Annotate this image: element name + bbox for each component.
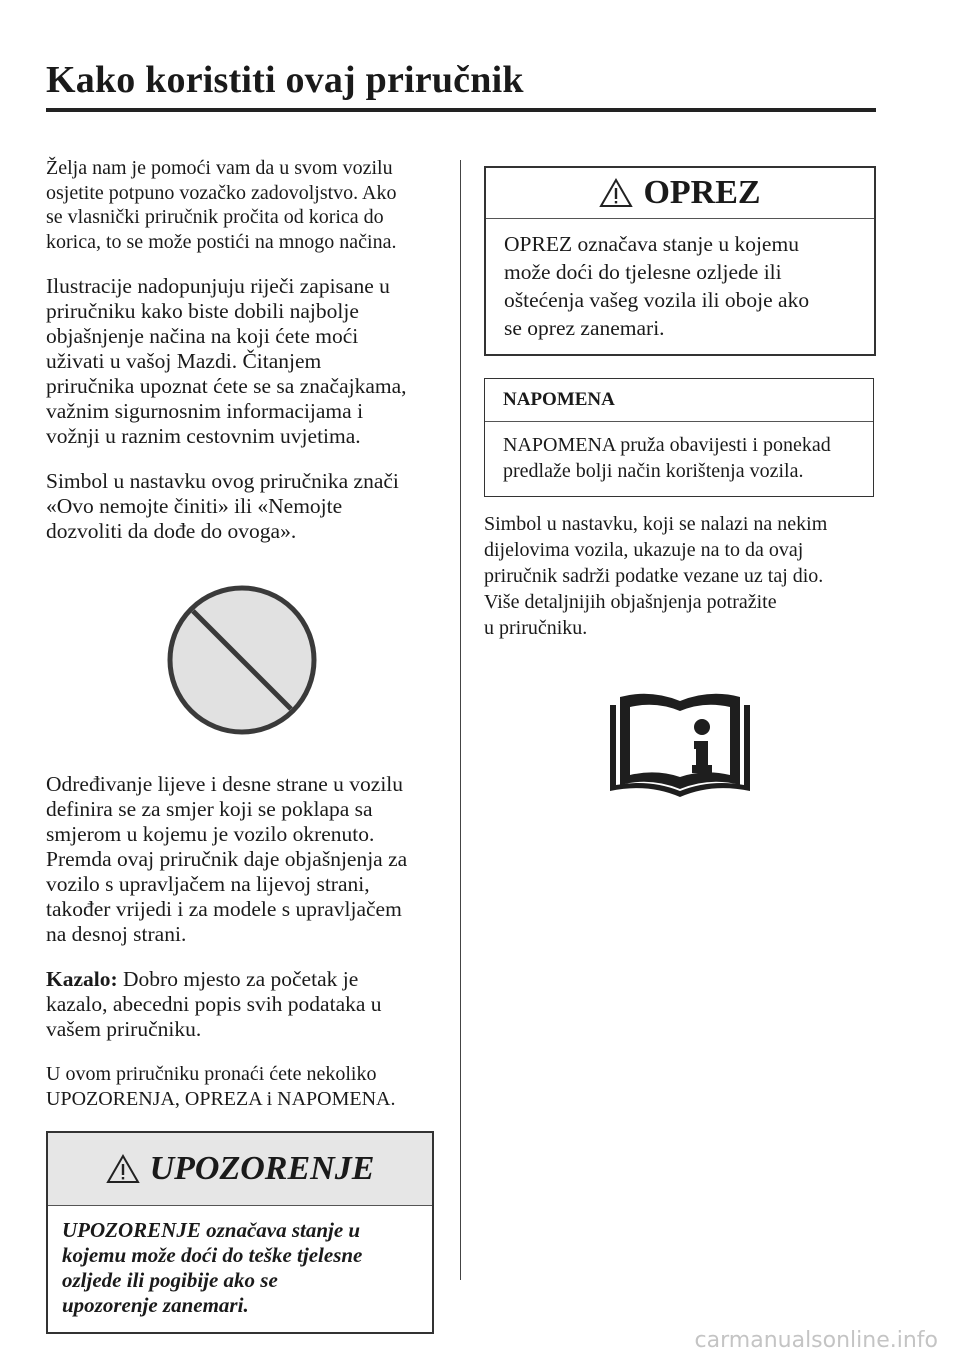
caution-box	[484, 166, 876, 356]
warning-triangle-icon	[599, 178, 633, 208]
watermark: carmanualsonline.info	[694, 1328, 938, 1353]
page-title: Kako koristiti ovaj priručnik	[46, 59, 524, 101]
book-info-icon	[610, 687, 750, 797]
vehicle-symbol-paragraph: Simbol u nastavku, koji se nalazi na nekim dijelovima vozila, ukazuje na to da ovaj priručnik sadrži podatke vezane uz taj dio. Više detaljnijih objašnjenja potražite u priručniku.	[484, 513, 828, 639]
note-heading: NAPOMENA	[485, 379, 873, 422]
notice-types-paragraph: U ovom priručniku pronaći ćete nekoliko UPOZORENJA, OPREZA i NAPOMENA.	[46, 1063, 396, 1110]
warning-text: UPOZORENJE označava stanje u kojemu može doći do teške tjelesne ozljede ili pogibije ako se upozorenje zanemari.	[62, 1218, 363, 1317]
index-label: Kazalo:	[46, 967, 118, 991]
warning-triangle-icon	[106, 1154, 140, 1184]
note-box	[484, 378, 874, 497]
warning-header	[48, 1133, 432, 1206]
warning-box	[46, 1131, 434, 1334]
left-column	[46, 156, 438, 1334]
caution-header	[486, 168, 874, 219]
caution-text: OPREZ označava stanje u kojemu može doći do tjelesne ozljede ili oštećenja vašeg vozila ili oboje ako se oprez zanemari.	[504, 232, 810, 340]
illustrations-paragraph: Ilustracije nadopunjuju riječi zapisane u priručniku kako biste dobili najbolje objašnjenje načina na koji ćete moći uživati u vašoj Mazdi. Čitanjem priručnika upoznat ćete se sa značajkama, važnim sigurnosnim informacijama i vožnji u raznim cestovnim uvjetima.	[46, 274, 407, 448]
note-text: NAPOMENA pruža obavijesti i ponekad predlaže bolji način korištenja vozila.	[503, 434, 831, 482]
prohibition-icon	[164, 582, 320, 738]
intro-paragraph: Želja nam je pomoći vam da u svom vozilu osjetite potpuno vozačko zadovoljstvo. Ako se vlasnički priručnik pročita od korica do korica, to se može postići na mnogo načina.	[46, 157, 397, 253]
symbol-paragraph: Simbol u nastavku ovog priručnika znači «Ovo nemojte činiti» ili «Nemojte dozvoliti da dođe do ovoga».	[46, 469, 399, 543]
index-text: Dobro mjesto za početak je kazalo, abecedni popis svih podataka u vašem priručniku.	[46, 967, 382, 1041]
column-divider	[460, 160, 461, 1280]
right-column	[484, 166, 876, 797]
title-rule	[46, 108, 876, 112]
index-paragraph	[46, 967, 438, 1042]
caution-heading: OPREZ	[643, 174, 761, 211]
warning-heading: UPOZORENJE	[149, 1150, 375, 1187]
left-right-paragraph: Određivanje lijeve i desne strane u vozilu definira se za smjer koji se poklapa sa smjerom u kojemu je vozilo okrenuto. Premda ovaj priručnik daje objašnjenja za vozilo s upravljačem na lijevoj strani, također vrijedi i za modele s upravljačem na desnoj strani.	[46, 772, 408, 946]
